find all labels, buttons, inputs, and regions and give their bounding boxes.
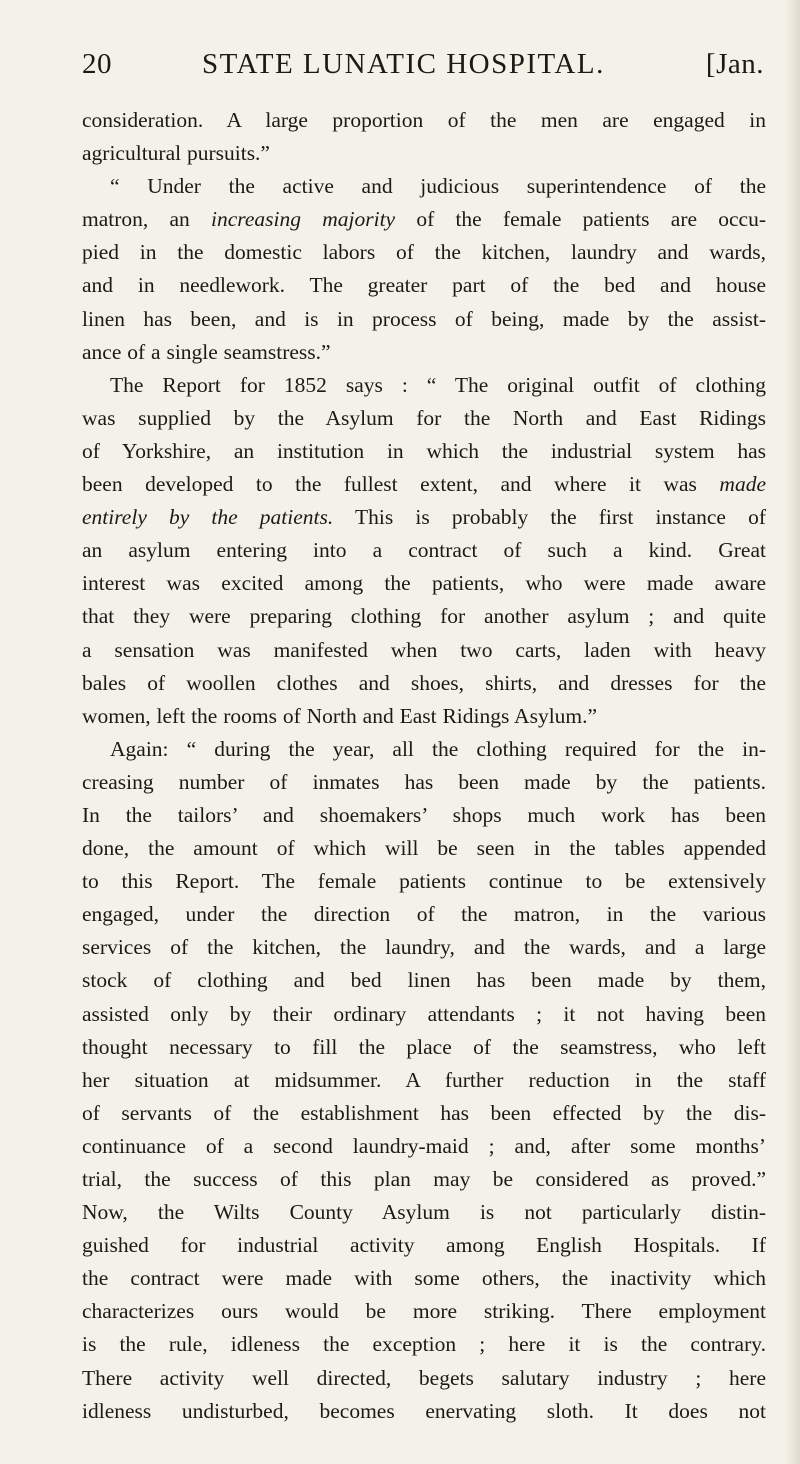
text-line: consideration. A large proportion of the men are engaged in xyxy=(82,108,766,132)
text-line: thought necessary to fill the place of the seamstress, who left xyxy=(82,1034,766,1059)
text-line: guished for industrial activity among English Hospitals. If xyxy=(82,1233,766,1258)
text-line: continuance of a second laundry-maid ; and, after some months’ xyxy=(82,1133,766,1158)
text-line: Now, the Wilts County Asylum is not particularly distin- xyxy=(82,1200,766,1225)
text-line: idleness undisturbed, becomes enervating sloth. It does not xyxy=(82,1398,766,1423)
running-head xyxy=(82,44,764,84)
text-line: of Yorkshire, an institution in which the industrial system has xyxy=(82,438,766,463)
text-line: her situation at midsummer. A further reduction in the staff xyxy=(82,1067,766,1092)
text-line: and in needlework. The greater part of the bed and house xyxy=(82,273,766,298)
running-title: STATE LUNATIC HOSPITAL. xyxy=(202,48,605,80)
page-edge-shadow xyxy=(786,0,800,1464)
text-line: entirely by the patients. This is probably the first instance of xyxy=(82,505,766,530)
text-line: characterizes ours would be more striking. There employment xyxy=(82,1299,766,1324)
text-line: assisted only by their ordinary attendants ; it not having been xyxy=(82,1001,766,1026)
text-line: bales of woollen clothes and shoes, shirts, and dresses for the xyxy=(82,670,766,695)
text-line: been developed to the fullest extent, and where it was made xyxy=(82,472,766,497)
page-number: 20 xyxy=(82,48,112,80)
text-line: Again: “ during the year, all the clothing required for the in- xyxy=(110,736,766,761)
text-line: is the rule, idleness the exception ; here it is the contrary. xyxy=(82,1332,766,1357)
text-line: There activity well directed, begets salutary industry ; here xyxy=(82,1365,766,1390)
text-line: that they were preparing clothing for another asylum ; and quite xyxy=(82,604,766,629)
text-line: women, left the rooms of North and East Ridings Asylum.” xyxy=(82,703,598,728)
italic-emphasis: entirely by the patients. xyxy=(82,505,334,530)
text-line: services of the kitchen, the laundry, and the wards, and a large xyxy=(82,935,766,960)
text-line: trial, the success of this plan may be considered as proved.” xyxy=(82,1167,766,1191)
body-text xyxy=(82,104,766,1428)
text-line: of servants of the establishment has been effected by the dis- xyxy=(82,1100,766,1125)
text-line: an asylum entering into a contract of such a kind. Great xyxy=(82,538,766,563)
italic-emphasis: made xyxy=(719,472,766,497)
text-line: to this Report. The female patients continue to be extensively xyxy=(82,869,766,894)
text-line: was supplied by the Asylum for the North and East Ridings xyxy=(82,405,766,430)
text-line: engaged, under the direction of the matron, in the various xyxy=(82,902,766,927)
text-line: agricultural pursuits.” xyxy=(82,141,270,166)
text-line: “ Under the active and judicious superintendence of the xyxy=(110,174,766,199)
text-line: done, the amount of which will be seen in the tables appended xyxy=(82,836,766,861)
italic-emphasis: increasing majority xyxy=(211,207,396,232)
text-line: creasing number of inmates has been made by the patients. xyxy=(82,769,766,794)
running-date: [Jan. xyxy=(705,48,764,80)
text-line: matron, an increasing majority of the female patients are occu- xyxy=(82,207,766,232)
text-line: The Report for 1852 says : “ The original outfit of clothing xyxy=(110,372,766,397)
text-line: the contract were made with some others, the inactivity which xyxy=(82,1266,766,1291)
text-line: a sensation was manifested when two carts, laden with heavy xyxy=(82,637,766,662)
text-line: linen has been, and is in process of being, made by the assist- xyxy=(82,306,766,331)
text-line: ance of a single seamstress.” xyxy=(82,339,331,364)
text-line: stock of clothing and bed linen has been made by them, xyxy=(82,968,766,993)
text-line: interest was excited among the patients, who were made aware xyxy=(82,571,766,596)
text-line: pied in the domestic labors of the kitchen, laundry and wards, xyxy=(82,240,766,265)
text-line: In the tailors’ and shoemakers’ shops much work has been xyxy=(82,802,766,827)
